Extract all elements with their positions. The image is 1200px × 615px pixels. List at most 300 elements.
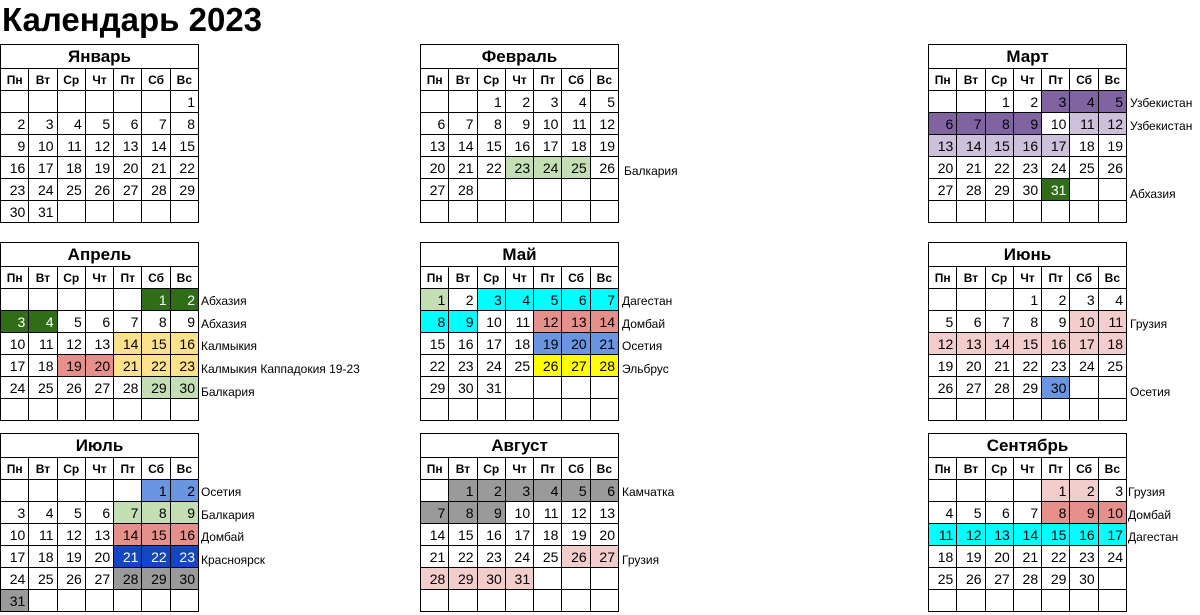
day-cell: 10 (29, 135, 57, 157)
day-cell: 21 (590, 333, 618, 355)
day-cell: 4 (534, 480, 562, 502)
day-cell: 15 (477, 135, 505, 157)
day-cell: 21 (142, 157, 170, 179)
day-cell: 21 (421, 546, 449, 568)
day-cell: 26 (590, 157, 618, 179)
weekday-header: Сб (562, 69, 590, 91)
day-cell: 9 (1013, 113, 1041, 135)
day-cell: 1 (142, 480, 170, 502)
day-cell: 20 (85, 546, 113, 568)
empty-cell (1013, 399, 1041, 421)
day-cell: 19 (85, 157, 113, 179)
day-cell: 17 (1, 355, 29, 377)
day-cell: 6 (562, 289, 590, 311)
empty-cell (505, 377, 533, 399)
day-cell: 3 (1070, 289, 1098, 311)
day-cell: 13 (929, 135, 957, 157)
weekday-header: Пт (114, 267, 142, 289)
day-cell: 6 (421, 113, 449, 135)
day-cell: 14 (114, 333, 142, 355)
day-cell: 30 (1013, 179, 1041, 201)
day-cell: 22 (449, 546, 477, 568)
note-label: Красноярск (201, 553, 266, 567)
month-february (420, 44, 619, 223)
day-cell: 28 (421, 568, 449, 590)
weekday-header: Чт (85, 69, 113, 91)
day-cell: 29 (449, 568, 477, 590)
month-name: Март (928, 44, 1127, 68)
empty-cell (957, 590, 985, 612)
empty-cell (534, 399, 562, 421)
day-cell: 5 (85, 113, 113, 135)
day-cell: 21 (114, 355, 142, 377)
empty-cell (477, 399, 505, 421)
day-cell: 23 (1, 179, 29, 201)
day-cell: 13 (590, 502, 618, 524)
empty-cell (534, 590, 562, 612)
empty-cell (114, 480, 142, 502)
day-cell: 17 (29, 157, 57, 179)
note-label: Калмыкия (201, 339, 257, 353)
empty-cell (114, 399, 142, 421)
day-cell: 14 (421, 524, 449, 546)
weekday-header: Пн (1, 458, 29, 480)
weekday-header: Вт (957, 69, 985, 91)
empty-cell (985, 289, 1013, 311)
day-cell: 14 (1013, 524, 1041, 546)
day-cell: 19 (562, 524, 590, 546)
day-cell: 20 (85, 355, 113, 377)
month-july (0, 433, 199, 612)
empty-cell (57, 480, 85, 502)
weekday-header: Пн (421, 267, 449, 289)
weekday-header: Вс (1098, 69, 1126, 91)
day-cell: 30 (170, 377, 198, 399)
note-label: Калмыкия Каппадокия 19-23 (201, 362, 360, 376)
day-cell: 25 (534, 546, 562, 568)
day-cell: 26 (957, 568, 985, 590)
note-label: Осетия (201, 485, 242, 499)
day-cell: 18 (1070, 135, 1098, 157)
day-cell: 12 (85, 135, 113, 157)
day-cell: 8 (477, 113, 505, 135)
day-cell: 10 (534, 113, 562, 135)
day-cell: 10 (1, 524, 29, 546)
day-cell: 22 (477, 157, 505, 179)
day-cell: 13 (562, 311, 590, 333)
day-cell: 23 (170, 355, 198, 377)
note-label: Домбай (622, 317, 666, 331)
empty-cell (985, 399, 1013, 421)
day-cell: 11 (29, 524, 57, 546)
empty-cell (985, 201, 1013, 223)
day-cell: 23 (170, 546, 198, 568)
day-cell: 24 (505, 546, 533, 568)
month-january (0, 44, 199, 223)
month-name: Август (420, 433, 619, 457)
empty-cell (929, 399, 957, 421)
weekday-header: Чт (1013, 69, 1041, 91)
day-cell: 31 (29, 201, 57, 223)
day-cell: 19 (57, 546, 85, 568)
day-cell: 28 (590, 355, 618, 377)
weekday-header: Пт (1042, 458, 1070, 480)
day-cell: 5 (1098, 91, 1126, 113)
day-cell: 3 (1, 311, 29, 333)
day-cell: 15 (142, 524, 170, 546)
weekday-header: Вт (29, 69, 57, 91)
day-cell: 15 (170, 135, 198, 157)
empty-cell (114, 91, 142, 113)
day-cell: 28 (957, 179, 985, 201)
empty-cell (590, 179, 618, 201)
day-cell: 2 (449, 289, 477, 311)
month-grid (928, 266, 1127, 421)
day-cell: 25 (29, 377, 57, 399)
empty-cell (534, 201, 562, 223)
day-cell: 17 (1, 546, 29, 568)
month-grid (420, 68, 619, 223)
weekday-header: Сб (142, 458, 170, 480)
day-cell: 9 (170, 502, 198, 524)
day-cell: 7 (1013, 502, 1041, 524)
empty-cell (590, 399, 618, 421)
day-cell: 28 (449, 179, 477, 201)
day-cell: 24 (1, 568, 29, 590)
empty-cell (449, 590, 477, 612)
day-cell: 9 (477, 502, 505, 524)
weekday-header: Пн (421, 458, 449, 480)
empty-cell (170, 590, 198, 612)
day-cell: 10 (477, 311, 505, 333)
note-label: Эльбрус (622, 362, 669, 376)
day-cell: 6 (114, 113, 142, 135)
note-label: Грузия (622, 553, 660, 567)
day-cell: 23 (1070, 546, 1098, 568)
day-cell: 21 (449, 157, 477, 179)
empty-cell (1070, 399, 1098, 421)
empty-cell (562, 179, 590, 201)
day-cell: 7 (114, 502, 142, 524)
day-cell: 1 (1013, 289, 1041, 311)
empty-cell (421, 480, 449, 502)
month-name: Май (420, 242, 619, 266)
month-grid (0, 266, 199, 421)
day-cell: 27 (85, 377, 113, 399)
weekday-header: Чт (85, 267, 113, 289)
month-name: Февраль (420, 44, 619, 68)
day-cell: 8 (1013, 311, 1041, 333)
empty-cell (1, 399, 29, 421)
month-grid (420, 457, 619, 612)
empty-cell (421, 399, 449, 421)
empty-cell (449, 201, 477, 223)
day-cell: 7 (114, 311, 142, 333)
day-cell: 18 (29, 546, 57, 568)
month-name: Апрель (0, 242, 199, 266)
weekday-header: Пн (1, 267, 29, 289)
weekday-header: Пт (534, 69, 562, 91)
day-cell: 24 (534, 157, 562, 179)
day-cell: 2 (1, 113, 29, 135)
day-cell: 19 (57, 355, 85, 377)
empty-cell (1098, 377, 1126, 399)
day-cell: 1 (477, 91, 505, 113)
weekday-header: Ср (57, 458, 85, 480)
day-cell: 10 (505, 502, 533, 524)
empty-cell (57, 590, 85, 612)
note-label: Грузия (1130, 317, 1168, 331)
day-cell: 17 (505, 524, 533, 546)
day-cell: 4 (1098, 289, 1126, 311)
day-cell: 23 (449, 355, 477, 377)
empty-cell (1042, 201, 1070, 223)
day-cell: 24 (1070, 355, 1098, 377)
weekday-header: Вт (449, 69, 477, 91)
day-cell: 17 (1098, 524, 1126, 546)
day-cell: 28 (142, 179, 170, 201)
day-cell: 30 (1042, 377, 1070, 399)
empty-cell (1098, 179, 1126, 201)
day-cell: 10 (1, 333, 29, 355)
day-cell: 9 (449, 311, 477, 333)
month-march (928, 44, 1127, 223)
day-cell: 13 (85, 524, 113, 546)
day-cell: 8 (421, 311, 449, 333)
empty-cell (534, 377, 562, 399)
note-label: Балкария (624, 164, 678, 178)
day-cell: 26 (85, 179, 113, 201)
weekday-header: Вс (170, 267, 198, 289)
month-june (928, 242, 1127, 421)
day-cell: 1 (449, 480, 477, 502)
day-cell: 1 (985, 91, 1013, 113)
empty-cell (85, 289, 113, 311)
day-cell: 2 (1013, 91, 1041, 113)
month-august (420, 433, 619, 612)
day-cell: 5 (957, 502, 985, 524)
day-cell: 13 (114, 135, 142, 157)
weekday-header: Пт (534, 267, 562, 289)
day-cell: 9 (1042, 311, 1070, 333)
day-cell: 2 (505, 91, 533, 113)
day-cell: 14 (114, 524, 142, 546)
empty-cell (929, 91, 957, 113)
empty-cell (562, 201, 590, 223)
day-cell: 7 (590, 289, 618, 311)
day-cell: 16 (1013, 135, 1041, 157)
day-cell: 18 (929, 546, 957, 568)
weekday-header: Вт (449, 267, 477, 289)
day-cell: 22 (1013, 355, 1041, 377)
day-cell: 2 (477, 480, 505, 502)
empty-cell (57, 201, 85, 223)
empty-cell (590, 590, 618, 612)
empty-cell (590, 377, 618, 399)
day-cell: 3 (1042, 91, 1070, 113)
day-cell: 18 (534, 524, 562, 546)
day-cell: 7 (957, 113, 985, 135)
day-cell: 15 (1042, 524, 1070, 546)
empty-cell (142, 399, 170, 421)
note-label: Узбекистан (1130, 119, 1193, 133)
day-cell: 11 (29, 333, 57, 355)
weekday-header: Вт (449, 458, 477, 480)
empty-cell (1, 289, 29, 311)
empty-cell (57, 289, 85, 311)
day-cell: 18 (562, 135, 590, 157)
empty-cell (421, 91, 449, 113)
weekday-header: Вс (590, 458, 618, 480)
day-cell: 27 (957, 377, 985, 399)
weekday-header: Пн (929, 267, 957, 289)
day-cell: 27 (929, 179, 957, 201)
empty-cell (29, 289, 57, 311)
day-cell: 31 (477, 377, 505, 399)
note-label: Дагестан (622, 294, 673, 308)
day-cell: 22 (1042, 546, 1070, 568)
weekday-header: Ср (985, 267, 1013, 289)
empty-cell (1098, 201, 1126, 223)
day-cell: 11 (534, 502, 562, 524)
day-cell: 5 (562, 480, 590, 502)
day-cell: 14 (449, 135, 477, 157)
day-cell: 9 (505, 113, 533, 135)
weekday-header: Пт (1042, 267, 1070, 289)
day-cell: 29 (421, 377, 449, 399)
empty-cell (477, 590, 505, 612)
day-cell: 20 (957, 355, 985, 377)
day-cell: 15 (449, 524, 477, 546)
empty-cell (505, 179, 533, 201)
empty-cell (505, 201, 533, 223)
day-cell: 19 (590, 135, 618, 157)
day-cell: 5 (57, 502, 85, 524)
day-cell: 13 (985, 524, 1013, 546)
day-cell: 21 (985, 355, 1013, 377)
day-cell: 16 (477, 524, 505, 546)
note-label: Домбай (201, 530, 245, 544)
day-cell: 23 (1013, 157, 1041, 179)
day-cell: 16 (1, 157, 29, 179)
day-cell: 29 (170, 179, 198, 201)
day-cell: 13 (85, 333, 113, 355)
day-cell: 12 (57, 333, 85, 355)
empty-cell (562, 377, 590, 399)
weekday-header: Чт (1013, 267, 1041, 289)
day-cell: 20 (929, 157, 957, 179)
empty-cell (985, 590, 1013, 612)
weekday-header: Сб (1070, 267, 1098, 289)
weekday-header: Сб (142, 267, 170, 289)
day-cell: 28 (985, 377, 1013, 399)
day-cell: 24 (1042, 157, 1070, 179)
month-name: Июль (0, 433, 199, 457)
day-cell: 11 (929, 524, 957, 546)
day-cell: 25 (57, 179, 85, 201)
month-grid (928, 457, 1127, 612)
day-cell: 7 (449, 113, 477, 135)
day-cell: 22 (170, 157, 198, 179)
month-name: Сентябрь (928, 433, 1127, 457)
day-cell: 14 (985, 333, 1013, 355)
day-cell: 6 (85, 311, 113, 333)
day-cell: 17 (1070, 333, 1098, 355)
note-label: Дагестан (1128, 530, 1179, 544)
empty-cell (1, 91, 29, 113)
weekday-header: Чт (85, 458, 113, 480)
day-cell: 25 (1098, 355, 1126, 377)
day-cell: 20 (421, 157, 449, 179)
day-cell: 5 (534, 289, 562, 311)
day-cell: 20 (562, 333, 590, 355)
weekday-header: Ср (477, 458, 505, 480)
day-cell: 26 (562, 546, 590, 568)
day-cell: 15 (142, 333, 170, 355)
day-cell: 22 (142, 546, 170, 568)
day-cell: 5 (57, 311, 85, 333)
day-cell: 26 (57, 568, 85, 590)
empty-cell (449, 399, 477, 421)
day-cell: 8 (1042, 502, 1070, 524)
note-label: Балкария (201, 508, 255, 522)
day-cell: 8 (170, 113, 198, 135)
weekday-header: Вс (170, 458, 198, 480)
empty-cell (477, 201, 505, 223)
day-cell: 1 (1042, 480, 1070, 502)
month-grid (0, 457, 199, 612)
day-cell: 23 (1042, 355, 1070, 377)
day-cell: 17 (534, 135, 562, 157)
day-cell: 4 (29, 502, 57, 524)
weekday-header: Сб (142, 69, 170, 91)
day-cell: 3 (29, 113, 57, 135)
day-cell: 12 (57, 524, 85, 546)
day-cell: 2 (170, 289, 198, 311)
day-cell: 2 (1070, 480, 1098, 502)
month-september (928, 433, 1127, 612)
day-cell: 4 (929, 502, 957, 524)
empty-cell (534, 179, 562, 201)
empty-cell (590, 568, 618, 590)
empty-cell (1070, 201, 1098, 223)
day-cell: 16 (505, 135, 533, 157)
day-cell: 4 (562, 91, 590, 113)
day-cell: 2 (170, 480, 198, 502)
empty-cell (421, 201, 449, 223)
empty-cell (957, 91, 985, 113)
day-cell: 2 (1042, 289, 1070, 311)
note-label: Осетия (622, 339, 663, 353)
day-cell: 6 (85, 502, 113, 524)
day-cell: 26 (534, 355, 562, 377)
day-cell: 10 (1098, 502, 1126, 524)
day-cell: 6 (957, 311, 985, 333)
weekday-header: Чт (505, 69, 533, 91)
empty-cell (29, 590, 57, 612)
day-cell: 18 (57, 157, 85, 179)
day-cell: 10 (1042, 113, 1070, 135)
day-cell: 9 (1, 135, 29, 157)
day-cell: 8 (449, 502, 477, 524)
day-cell: 13 (421, 135, 449, 157)
day-cell: 7 (421, 502, 449, 524)
day-cell: 16 (1042, 333, 1070, 355)
day-cell: 4 (29, 311, 57, 333)
page-title: Календарь 2023 (2, 1, 263, 38)
day-cell: 1 (170, 91, 198, 113)
day-cell: 19 (957, 546, 985, 568)
